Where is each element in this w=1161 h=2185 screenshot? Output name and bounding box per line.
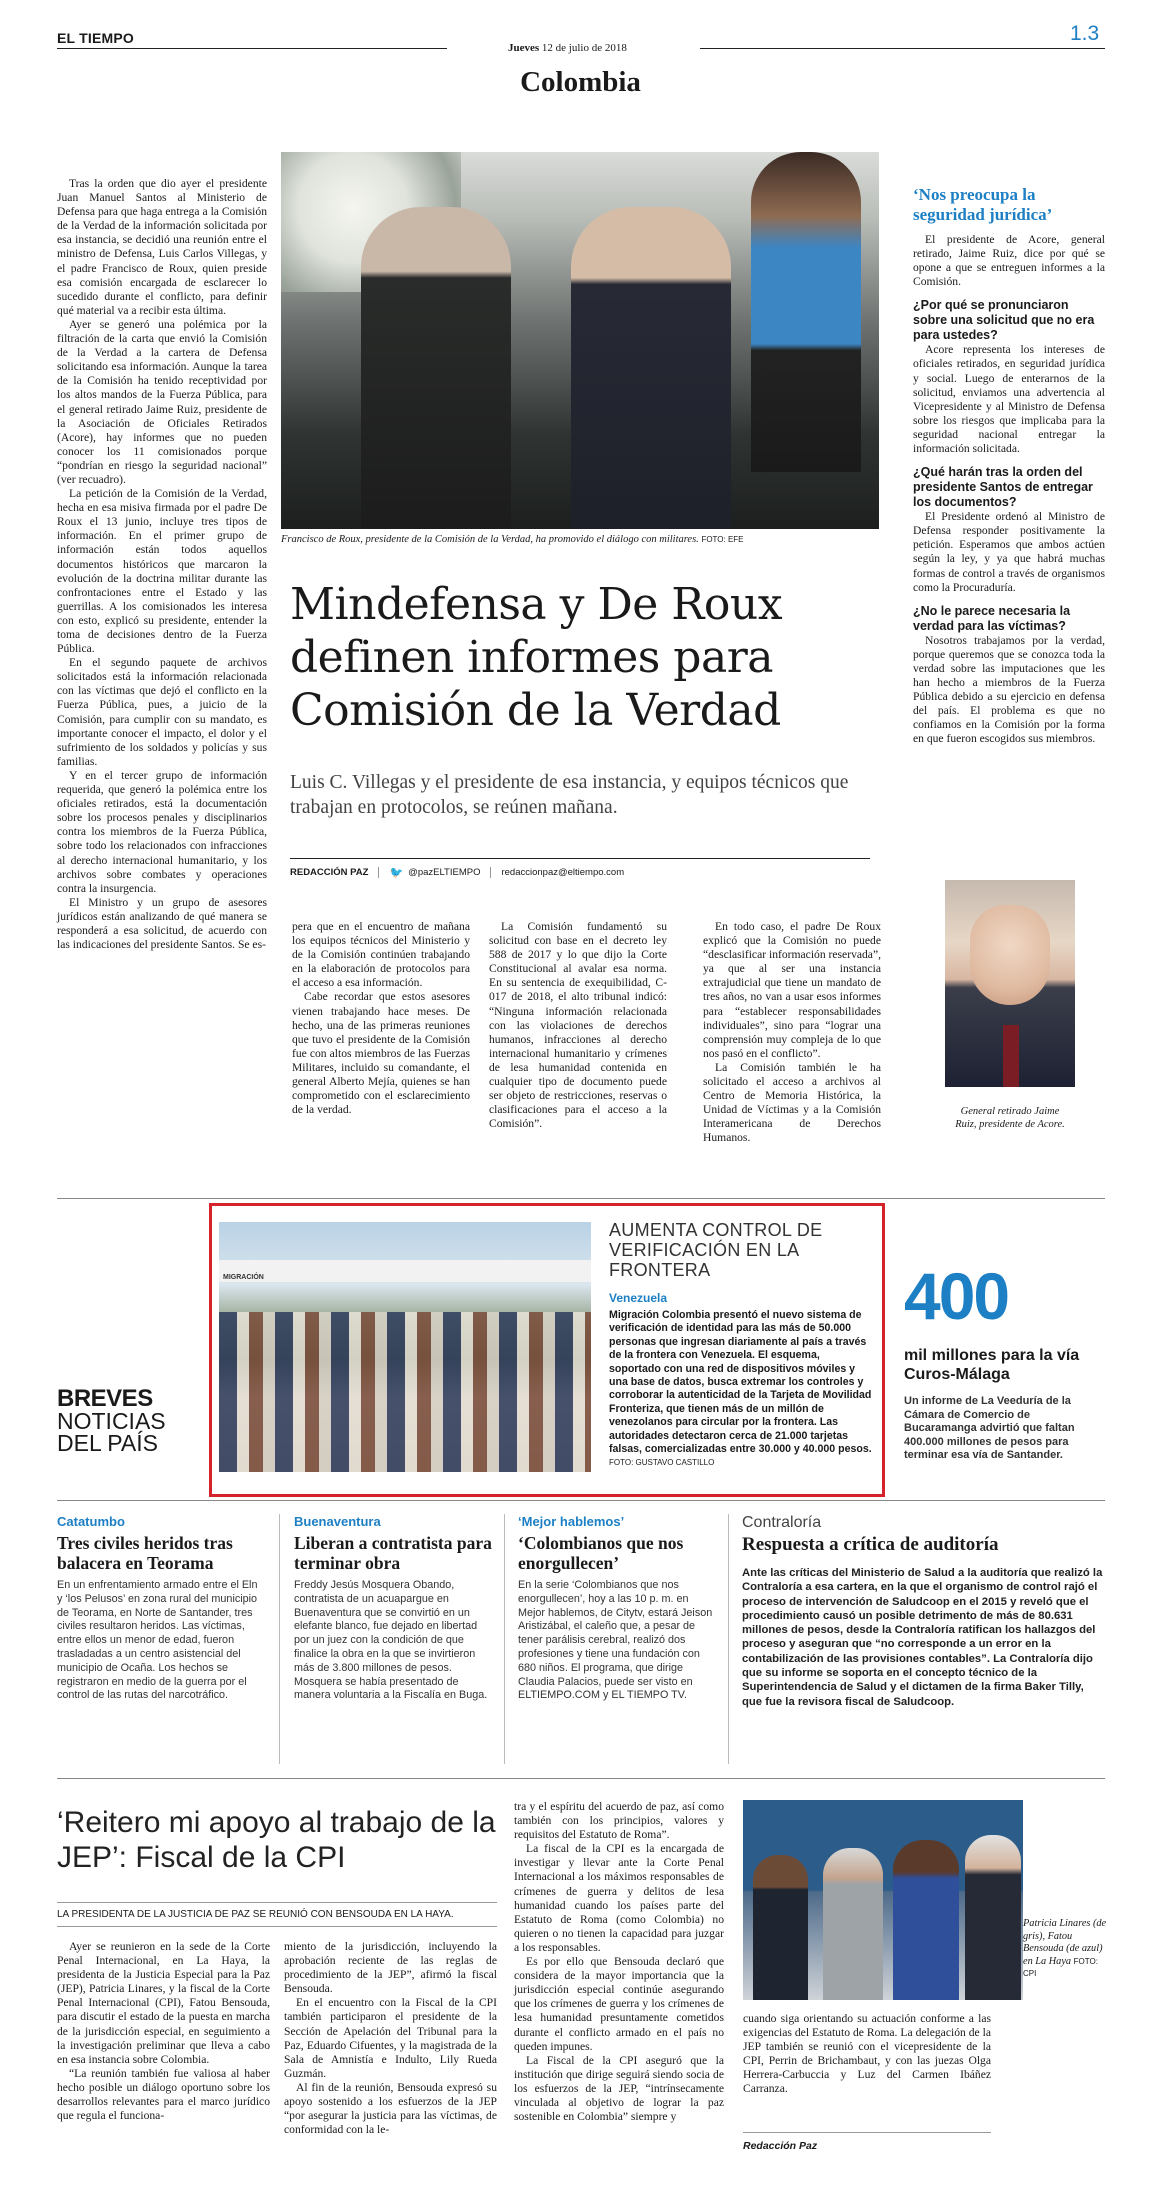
lead-col4 bbox=[703, 920, 881, 1146]
section-divider bbox=[57, 1198, 1105, 1199]
jep-col4 bbox=[743, 2012, 991, 2097]
byline-email[interactable]: redaccionpaz@eltiempo.com bbox=[501, 867, 625, 878]
page-number: 1.3 bbox=[1070, 22, 1100, 45]
lead-left-p: El Ministro y un grupo de asesores jurídicos están analizando de qué manera se responderá a esa solicitud, de acuerdo con las indicaciones del presidente Santos. Se es- bbox=[57, 895, 267, 952]
jep-col1 bbox=[57, 1940, 270, 2123]
lead-col4-p: La Comisión también le ha solicitado el acceso a archivos al Centro de Memoria Histórica, la Unidad de Víctimas y a la Comisión Interamericana de Derechos Humanos. bbox=[703, 1060, 881, 1145]
jep-byline: Redacción Paz bbox=[743, 2140, 818, 2152]
jep-col2-p: Al fin de la reunión, Bensouda expresó su apoyo sostenido a los esfuerzos de la JEP “por asegurar la justicia para las víctimas, de conformidad con la le- bbox=[284, 2080, 497, 2137]
lead-left-p: La petición de la Comisión de la Verdad, hecha en esa misiva firmada por el padre De Roux el 13 junio, incluye tres tipos de información. En el primer grupo de información están todos aquellos documentos históricos que marcaron la evolución de la doctrina militar durante las confrontaciones entre el Estado y las guerrillas. A los comisionados les interesa con esto, explicó su presidente, entender la toma de decisiones dentro de la Fuerza Pública. bbox=[57, 487, 267, 656]
jep-col3-p: tra y el espíritu del acuerdo de paz, así como también con los principios, valores y requisitos del Estatuto de Roma”. bbox=[514, 1800, 724, 1842]
sidebar-title: ‘Nos preocupa la seguridad jurídica’ bbox=[913, 185, 1053, 224]
lead-subhead: Luis C. Villegas y el presidente de esa instancia, y equipos técnicos que trabajan en protocolos, se reúnen mañana. bbox=[290, 772, 849, 818]
briefs-top-rule bbox=[57, 1500, 1105, 1501]
jep-person-2 bbox=[823, 1848, 883, 2000]
breves-label bbox=[57, 1385, 166, 1456]
photo-figure-left bbox=[361, 207, 511, 529]
lead-byline-bar bbox=[290, 866, 870, 879]
portrait-caption: General retirado Jaime Ruiz, presidente de Acore. bbox=[955, 1106, 1065, 1130]
stat-label: mil millones para la vía Curos-Málaga bbox=[904, 1347, 1080, 1383]
stat-text: Un informe de La Veeduría de la Cámara de Comercio de Bucaramanga advirtió que faltan 400.000 millones de pesos para terminar esa vía de Santander. bbox=[904, 1395, 1075, 1461]
byline: REDACCIÓN PAZ bbox=[290, 867, 379, 878]
jep-col2-p: En el encuentro con la Fiscal de la CPI también participaron el presidente de la Sección de Apelación del Tribunal para la Paz, Eduardo Cifuentes, y la magistrada de la Sala de Amnistía e Indulto, Lily Rueda Guzmán. bbox=[284, 1996, 497, 2080]
date-day: Jueves bbox=[508, 42, 540, 54]
brief-text: En un enfrentamiento armado entre el Eln y ‘los Pelusos’ en zona rural del municipio de Teorama, en Norte de Santander, tres civiles resultaron heridos. Las víctimas, entre ellos un menor de edad, fueron trasladadas a un centro asistencial del municipio de Ocaña. Los hechos se registraron en medio de la guerra por el control de las rutas del narcotráfico. bbox=[57, 1579, 258, 1702]
lead-photo-caption bbox=[281, 534, 881, 545]
sidebar-a-p: El Presidente ordenó al Ministro de Defensa responder positivamente la petición. Esperamos que ambos actúen según la ley, y ya que habrá muchas formas de control a través de organismos como la Procuraduría. bbox=[913, 510, 1105, 594]
sidebar-box bbox=[913, 185, 1105, 746]
migracion-sign: MIGRACIÓN bbox=[223, 1274, 264, 1281]
jep-photo-caption bbox=[1023, 1918, 1108, 1981]
jep-col3-p: La fiscal de la CPI es la encargada de investigar y llevar ante la Corte Penal Internacional a los máximos responsables de crímenes de guerra y delitos de lesa humanidad cuando los países parte del Estatuto de Roma (como Colombia) no quieren o no tienen la capacidad para juzgar a los responsables. bbox=[514, 1842, 724, 1954]
jep-col3 bbox=[514, 1800, 724, 2124]
brief-item bbox=[518, 1514, 718, 1703]
jep-top-rule bbox=[57, 1778, 1105, 1779]
lead-col3-p: La Comisión fundamentó su solicitud con base en el decreto ley 588 de 2017 y lo que dijo la Corte Constitucional al avalar esa norma. En su sentencia de exequibilidad, C-017 de 2018, el alto tribunal indicó: “Ninguna información relacionada con las violaciones de derechos humanos, infracciones al derecho internacional humanitario y crímenes de lesa humanidad contenida en cualquier tipo de documento puede ser objeto de restricciones, reservas o clasificaciones para el acceso a la Comisión”. bbox=[489, 920, 667, 1131]
photo-figure-center bbox=[571, 207, 731, 529]
lead-left-p: Y en el tercer grupo de información requerida, que generó la polémica entre los oficiales retirados, está la documentación sobre los procesos penales y disciplinarios contra los miembros de la Fuerza Pública, sobre todo los relacionados con infracciones al derecho internacional humanitario, y los archivos sobre combates y operaciones contra la insurgencia. bbox=[57, 768, 267, 895]
lead-left-p: Tras la orden que dio ayer el presidente Juan Manuel Santos al Ministerio de Defensa para que haga entrega a la Comisión de la Verdad de la información solicitada por esa instancia, se decidió una reunión entre el ministro de Defensa, Luis Carlos Villegas, y el padre Francisco de Roux, quien preside esa comisión encargada de esclarecer lo sucedido durante el conflicto, para definir qué material va a recibir esta última. bbox=[57, 177, 267, 317]
brief-text: Freddy Jesús Mosquera Obando, contratista de un acuapargue en Buenaventura que se convirtió en un elefante blanco, fue dejado en libertad por un juez con la condición de que finalice la obra en la que se invirtieron más de 3.800 millones de pesos. Mosquera se había presentado de manera voluntaria a la Fiscalía en Buga. bbox=[294, 1579, 488, 1702]
jep-subhead: LA PRESIDENTA DE LA JUSTICIA DE PAZ SE REUNIÓ CON BENSOUDA EN LA HAYA. bbox=[57, 1909, 454, 1920]
brief-item bbox=[742, 1514, 1105, 1709]
jep-byline-rule bbox=[743, 2132, 991, 2133]
brief-title: Liberan a contratista para terminar obra bbox=[294, 1533, 492, 1573]
sidebar-q: ¿No le parece necesaria la verdad para las víctimas? bbox=[913, 603, 1071, 633]
jep-col2-p: miento de la jurisdicción, incluyendo la aprobación reciente de las reglas de procedimiento de la JEP”, afirmó la fiscal Bensouda. bbox=[284, 1940, 497, 1996]
masthead: EL TIEMPO bbox=[57, 30, 134, 46]
jep-caption-text: Patricia Linares (de gris), Fatou Bensouda (de azul) en La Haya bbox=[1023, 1918, 1107, 1967]
lead-col2-p: Cabe recordar que estos asesores vienen trabajando hace meses. De hecho, una de las primeras reuniones que tuvo el presidente de la Comisión fue con altos miembros de las Fuerzas Militares, incluido su comandante, el general Alberto Mejía, quienes se han comprometido con el esclarecimiento de la verdad. bbox=[292, 990, 470, 1117]
portrait-tie bbox=[1003, 1025, 1019, 1087]
jep-col2 bbox=[284, 1940, 497, 2137]
jep-person-3 bbox=[893, 1840, 959, 2000]
photo-figure-right bbox=[751, 152, 861, 472]
featured-brief-credit: FOTO: GUSTAVO CASTILLO bbox=[609, 1458, 715, 1468]
breves-label-2: NOTICIAS bbox=[57, 1408, 166, 1434]
brief-divider bbox=[504, 1514, 505, 1764]
featured-brief-kicker: Venezuela bbox=[609, 1291, 668, 1305]
tent-roof bbox=[219, 1260, 591, 1282]
stat-number: 400 bbox=[904, 1259, 1009, 1333]
lead-headline: Mindefensa y De Roux definen informes para Comisión de la Verdad bbox=[290, 579, 783, 736]
sidebar-q: ¿Qué harán tras la orden del presidente Santos de entregar los documentos? bbox=[913, 465, 1093, 510]
byline-rule bbox=[290, 858, 870, 859]
portrait-photo bbox=[945, 880, 1075, 1087]
brief-text: Ante las críticas del Ministerio de Salud a la auditoría que realizó la Contraloría a esa cartera, en la que el organismo de control rajó el proceso de intervención de Saludcoop en el 2015 y reveló que el procedimiento causó un posible detrimento de más de 80.631 millones de pesos, desde la Contraloría ratifican los hallazgos del proceso y aseguran que “no corresponde a un error en la contabilización de las provisiones contables”. La Contraloría dijo que su informe se soporta en el concepto técnico de la Superintendencia de Salud y el dictamen de la firma Baker Tilly, que fue la revisora fiscal de Saludcoop. bbox=[742, 1567, 1103, 1708]
breves-label-1: BREVES bbox=[57, 1385, 153, 1412]
jep-subhead-rule bbox=[57, 1902, 497, 1903]
photo-credit: FOTO: EFE bbox=[701, 535, 744, 544]
lead-col2-p: pera que en el encuentro de mañana los equipos técnicos del Ministerio y de la Comisión continúen trabajando en la elaboración de protocolos para el acceso a esa información. bbox=[292, 920, 470, 990]
jep-subhead-rule-bottom bbox=[57, 1926, 497, 1927]
crowd bbox=[219, 1312, 591, 1472]
brief-item bbox=[57, 1514, 259, 1703]
jep-col3-p: Es por ello que Bensouda declaró que considera de la mayor importancia que la jurisdicción especial continúe asegurando que los crímenes de guerra y los crímenes de lesa humanidad presuntamente cometidos durante el conflicto armado en el país no queden impunes. bbox=[514, 1955, 724, 2053]
date-rest: 12 de julio de 2018 bbox=[541, 42, 627, 54]
featured-brief-body: Migración Colombia presentó el nuevo sistema de verificación de identidad para las más de 50.000 personas que ingresan diariamente al país a través de la frontera con Venezuela. El esquema, soportado con una red de dispositivos móviles y una base de datos, busca extremar los controles y corroborar la autenticidad de la Tarjeta de Movilidad Fronteriza, que tienen más de un millón de venezolanos para circular por la frontera. Las autoridades detectaron cerca de 21.000 tarjetas falsas, comercializadas entre 30.000 y 40.000 pesos. bbox=[609, 1309, 872, 1456]
header-rule-left bbox=[57, 48, 447, 49]
lead-col3 bbox=[489, 920, 667, 1131]
jep-col1-p: “La reunión también fue valiosa al haber hecho posible un diálogo oportuno sobre los desarrollos relevantes para el marco jurídico que regula el funciona- bbox=[57, 2066, 270, 2123]
sidebar-a bbox=[913, 343, 1105, 456]
jep-col1-p: Ayer se reunieron en la sede de la Corte Penal Internacional, en La Haya, la presidenta de la Justicia Especial para la Paz (JEP), Patricia Linares, y la fiscal de la Corte Penal Internacional (CPI), Fatou Bensouda, para discutir el estado de la puesta en marcha de la jurisdicción especial, en seguimiento a la investigación preliminar que lleva a cabo en esa instancia sobre Colombia. bbox=[57, 1940, 270, 2066]
brief-kicker: Catatumbo bbox=[57, 1514, 125, 1529]
jep-photo-credit: FOTO: CPI bbox=[1023, 1956, 1098, 1978]
brief-title: Tres civiles heridos tras balacera en Teorama bbox=[57, 1533, 233, 1573]
brief-item bbox=[294, 1514, 494, 1703]
sidebar-a bbox=[913, 634, 1105, 747]
sidebar-a bbox=[913, 510, 1105, 595]
featured-brief-title: AUMENTA CONTROL DE VERIFICACIÓN EN LA FRONTERA bbox=[609, 1220, 823, 1280]
lead-left-column bbox=[57, 177, 267, 952]
lead-photo bbox=[281, 152, 879, 529]
brief-divider bbox=[279, 1514, 280, 1764]
caption-text: Francisco de Roux, presidente de la Comisión de la Verdad, ha promovido el diálogo con militares. bbox=[281, 534, 699, 545]
brief-kicker: Buenaventura bbox=[294, 1514, 381, 1529]
twitter-icon: 🐦 bbox=[389, 867, 404, 879]
lead-left-p: Ayer se generó una polémica por la filtración de la carta que envió la Comisión de la Verdad a la cartera de Defensa solicitando esa información. Aunque la tarea de la Comisión ha tenido receptividad por los altos mandos de la Fuerza Pública, para el general retirado Jaime Ruiz, presidente de la Asociación de Oficiales Retirados (Acore), hay informes que no pueden conocer los 11 comisionados porque “pondrían en riesgo la seguridad nacional” (ver recuadro). bbox=[57, 317, 267, 486]
jep-col4-p: cuando siga orientando su actuación conforme a las exigencias del Estatuto de Roma. La delegación de la JEP también se reunió con el vicepresidente de la CPI, Perrin de Brichambaut, y con las juezas Olga Herrera-Carbuccia y Luz del Carmen Ibáñez Carranza. bbox=[743, 2012, 991, 2096]
sidebar-intro-p: El presidente de Acore, general retirado, Jaime Ruiz, dice por qué se opone a que se entreguen informes a la Comisión. bbox=[913, 233, 1105, 289]
issue-date bbox=[508, 42, 627, 54]
jep-photo bbox=[743, 1800, 1023, 2000]
jep-person-4 bbox=[965, 1835, 1021, 2000]
brief-divider bbox=[728, 1514, 729, 1764]
sidebar-intro bbox=[913, 233, 1105, 289]
jep-col3-p: La Fiscal de la CPI aseguró que la institución que dirige seguirá siendo socia de los esfuerzos de la JEP, “intrínsecamente vinculada al objetivo de lograr la paz sostenible en Colombia” siempre y bbox=[514, 2053, 724, 2124]
featured-brief-photo bbox=[219, 1222, 591, 1472]
featured-brief-text bbox=[609, 1309, 874, 1470]
lead-col2 bbox=[292, 920, 470, 1117]
jep-person-1 bbox=[753, 1855, 808, 2000]
brief-text: En la serie ‘Colombianos que nos enorgullecen’, hoy a las 10 p. m. en Mejor hablemos, de Citytv, estará Jeison Aristizábal, el caleño que, a pesar de tener parálisis cerebral, realizó dos profesiones y tiene una fundación con 680 niños. El programa, que dirige Claudia Palacios, puede ser visto en ELTIEMPO.COM y EL TIEMPO TV. bbox=[518, 1579, 713, 1702]
sidebar-a-p: Nosotros trabajamos por la verdad, porque queremos que se conozca toda la verdad sobre las imputaciones que les han hecho a miembros de la Fuerza Pública debido a su ejercicio en defensa del país. El problema es que no confiamos en la Comisión por la forma en que fueron escogidos sus miembros. bbox=[913, 633, 1105, 746]
section-title: Colombia bbox=[520, 66, 641, 98]
header-rule-right bbox=[700, 48, 1105, 49]
twitter-handle[interactable]: @pazELTIEMPO bbox=[408, 867, 491, 878]
lead-left-p: En el segundo paquete de archivos solicitados está la información relacionada con las víctimas que dejó el conflicto en la Fuerza Pública, pues, a juicio de la Comisión, para cumplir con su mandato, es importante conocer el impacto, el dolor y el sufrimiento de los soldados y policías y sus familias. bbox=[57, 656, 267, 768]
breves-label-3: DEL PAÍS bbox=[57, 1430, 158, 1456]
brief-title: Respuesta a crítica de auditoría bbox=[742, 1534, 999, 1555]
brief-title: ‘Colombianos que nos enorgullecen’ bbox=[518, 1533, 684, 1573]
portrait-face bbox=[970, 905, 1050, 1005]
sidebar-q: ¿Por qué se pronunciaron sobre una solicitud que no era para ustedes? bbox=[913, 298, 1095, 343]
brief-kicker: ‘Mejor hablemos’ bbox=[518, 1514, 625, 1529]
sidebar-a-p: Acore representa los intereses de oficiales retirados, en seguridad jurídica y social. Luego de enterarnos de la solicitud, enviamos una advertencia al Vicepresidente y al Ministro de Defensa sobre los riesgos que implicaba para la seguridad nacional entregar la información solicitada. bbox=[913, 343, 1105, 456]
lead-col4-p: En todo caso, el padre De Roux explicó que la Comisión no puede “desclasificar información reservada”, ya que al ser una instancia extrajudicial que tiene un mandato de tres años, no van a usar esos informes para “establecer responsabilidades individuales”, sino para “lograr una comprensión muy compleja de lo que nos pasó en el conflicto”. bbox=[703, 920, 881, 1060]
brief-kicker: Contraloría bbox=[742, 1514, 822, 1531]
jep-headline: ‘Reitero mi apoyo al trabajo de la JEP’: Fiscal de la CPI bbox=[57, 1806, 496, 1874]
